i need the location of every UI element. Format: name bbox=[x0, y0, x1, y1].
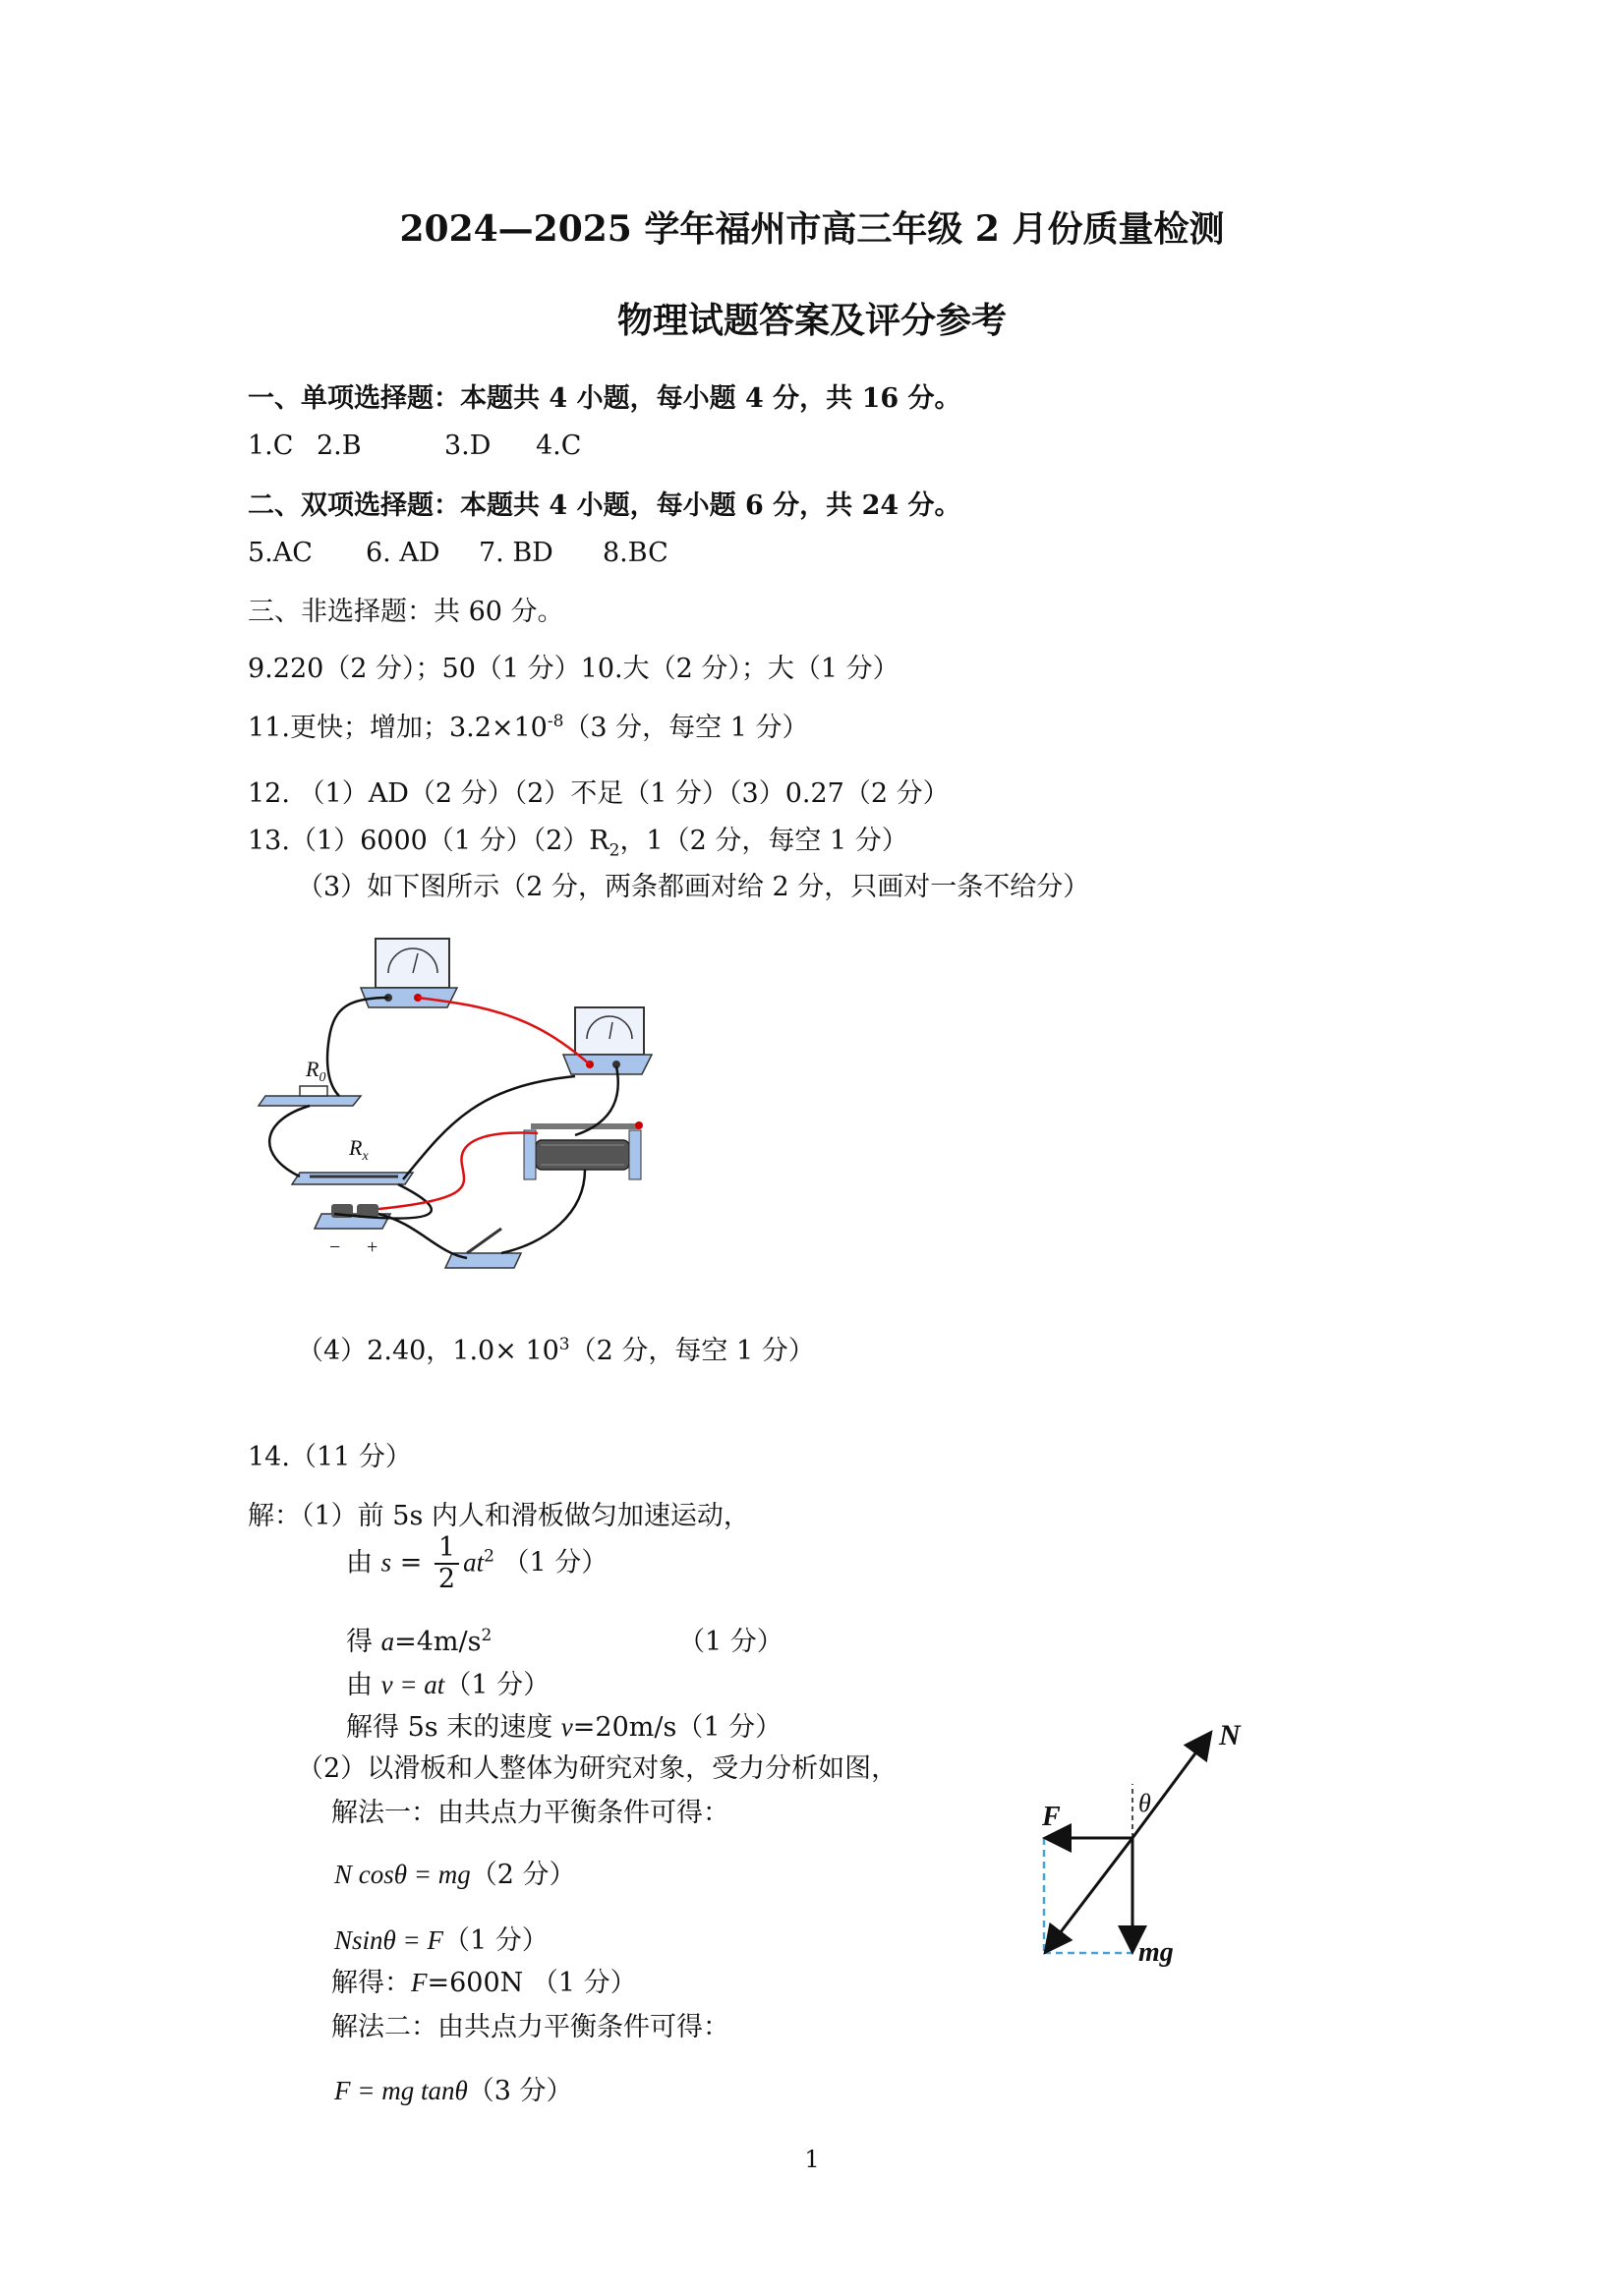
switch-icon bbox=[445, 1229, 521, 1268]
section3-heading: 三、非选择题：共 60 分。 bbox=[248, 597, 564, 627]
q14-step-6: （2）以滑板和人整体为研究对象，受力分析如图， bbox=[297, 1753, 899, 1784]
q14-step-2: 由 s = $\frac{1}{2}$ $at^2$ （1 分） bbox=[346, 1532, 609, 1594]
section2-heading: 二、双项选择题：本题共 4 小题，每小题 6 分，共 24 分。 bbox=[248, 490, 961, 521]
q14-step-11: 解法二：由共点力平衡条件可得： bbox=[331, 2012, 729, 2042]
resistor-rx-icon bbox=[292, 1173, 413, 1184]
q14-header: 14.（11 分） bbox=[248, 1442, 412, 1472]
rx-label: $R_x$ bbox=[349, 1135, 369, 1164]
q14-step-12: F = mg tanθ（3 分） bbox=[334, 2076, 573, 2106]
q14-step-8: N cosθ = mg（2 分） bbox=[334, 1860, 576, 1890]
q14-step-5: 解得 5s 末的速度 v=20m/s（1 分） bbox=[346, 1712, 783, 1743]
section1-heading: 一、单项选择题：本题共 4 小题，每小题 4 分，共 16 分。 bbox=[248, 383, 961, 414]
answer-2: 2.B bbox=[317, 430, 362, 461]
rheostat-icon bbox=[524, 1121, 643, 1179]
answer-5: 5.AC bbox=[248, 538, 313, 568]
label-theta: θ bbox=[1138, 1789, 1151, 1817]
answer-13-part3: （3）如下图所示（2 分，两条都画对给 2 分，只画对一条不给分） bbox=[297, 872, 1090, 902]
answer-8: 8.BC bbox=[603, 538, 668, 568]
label-mg: mg bbox=[1138, 1937, 1174, 1968]
circuit-diagram bbox=[251, 929, 683, 1283]
answer-4: 4.C bbox=[536, 430, 582, 461]
battery-plus-label: + bbox=[367, 1236, 378, 1258]
voltmeter-icon bbox=[563, 1007, 652, 1074]
q14-step-10: 解得：F=600N （1 分） bbox=[331, 1968, 637, 1998]
answer-13: 13.（1）6000（1 分）$(2)R_2$，1（2 分，每空 1 分） bbox=[248, 826, 908, 861]
page-subtitle: 物理试题答案及评分参考 bbox=[616, 300, 1007, 341]
answer-1: 1.C bbox=[248, 430, 294, 461]
answer-9-10: 9.220（2 分）；50（1 分）10.大（2 分）；大（1 分） bbox=[248, 654, 899, 684]
answer-11: 11.更快；增加；$3.2\times 10^{-8}(3$ 分，每空 1 分） bbox=[248, 712, 809, 743]
normal-force-arrow bbox=[1132, 1735, 1209, 1838]
answer-3: 3.D bbox=[444, 430, 492, 461]
battery-minus-label: − bbox=[329, 1236, 341, 1258]
force-diagram bbox=[1022, 1705, 1278, 1976]
q14-step-7: 解法一：由共点力平衡条件可得： bbox=[331, 1798, 729, 1828]
q14-step-1: 解：（1）前 5s 内人和滑板做匀加速运动， bbox=[248, 1501, 750, 1531]
answer-7: 7. BD bbox=[479, 538, 553, 568]
resistor-r0-icon bbox=[259, 1086, 361, 1106]
q14-step-3-score: （1 分） bbox=[678, 1627, 783, 1657]
r0-label: $R_0$ bbox=[306, 1057, 326, 1085]
q14-step-4: 由 v = at（1 分） bbox=[346, 1670, 551, 1700]
page-title: 2024—2025 学年福州市高三年级 2 月份质量检测 bbox=[399, 208, 1225, 250]
answer-13-part4: （4）2.40，$1.0\times 10^3(2$ 分，每空 1 分） bbox=[297, 1335, 815, 1366]
answer-12: 12. （1）AD（2 分）（2）不足（1 分）（3）0.27（2 分） bbox=[248, 778, 950, 809]
answer-6: 6. AD bbox=[366, 538, 440, 568]
resultant-arrow bbox=[1047, 1838, 1132, 1950]
q14-step-9: Nsinθ = F（1 分） bbox=[334, 1925, 549, 1956]
q14-step-3: 得 $a=4m/s^2$ bbox=[346, 1626, 493, 1657]
label-n: N bbox=[1219, 1719, 1241, 1751]
label-f: F bbox=[1042, 1802, 1061, 1832]
page-number: 1 bbox=[804, 2146, 820, 2173]
